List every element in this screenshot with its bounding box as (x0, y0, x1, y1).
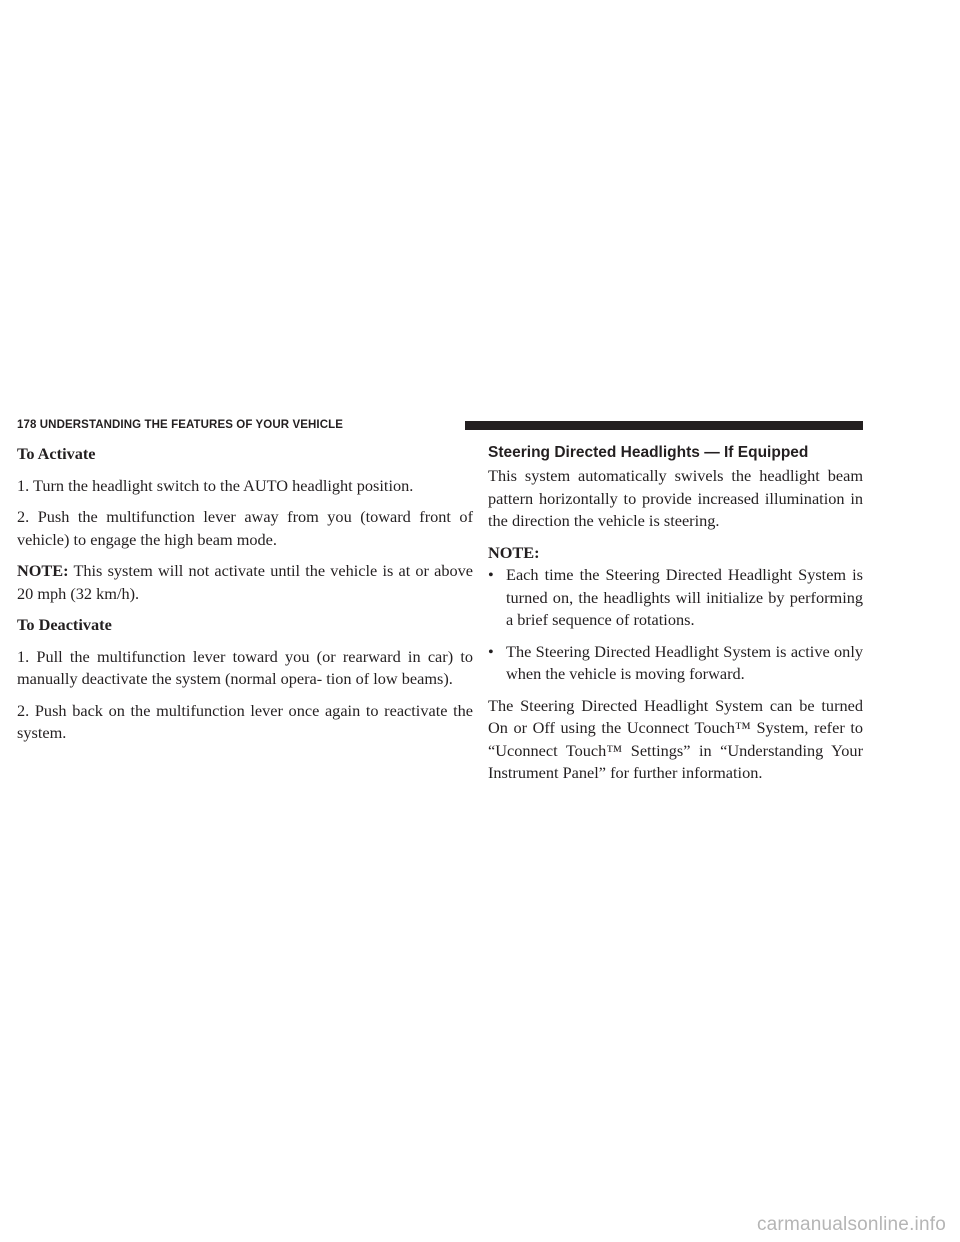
bullet-icon: • (488, 641, 494, 661)
deactivate-step-1: 1. Pull the multifunction lever toward you (or rearward in car) to manually deactivate the system (normal opera- tion of low beams). (17, 646, 473, 688)
watermark: carmanualsonline.info (756, 1214, 946, 1235)
section-title: Steering Directed Headlights — If Equipped (488, 444, 809, 461)
list-item: • Each time the Steering Directed Headlight System is turned on, the headlights will initialize by performing a brief sequence of rotations. (488, 565, 863, 629)
header-rule (465, 421, 863, 430)
activate-note (17, 560, 473, 605)
activate-step-2: 2. Push the multifunction lever away from you (toward front of vehicle) to engage the high beam mode. (17, 507, 473, 549)
note-text: This system will not activate until the vehicle is at or above 20 mph (32 km/h). (17, 561, 473, 603)
note-label: NOTE: (488, 542, 540, 562)
note-label: NOTE: (17, 561, 69, 580)
activate-step-1: 1. Turn the headlight switch to the AUTO headlight position. (17, 475, 414, 495)
closing-paragraph: The Steering Directed Headlight System can be turned On or Off using the Uconnect Touch™ System, refer to “Uconnect Touch™ Settings” in “Understanding Your Instrument Panel” for further information. (488, 695, 863, 782)
to-deactivate-heading: To Deactivate (17, 615, 112, 634)
list-item: • The Steering Directed Headlight System is active only when the vehicle is moving forward. (488, 641, 863, 683)
section-intro: This system automatically swivels the headlight beam pattern horizontally to provide increased illumination in the direction the vehicle is steering. (488, 466, 863, 530)
right-column (488, 443, 863, 794)
note-bullet-list (488, 564, 863, 686)
page-number-and-title: 178 UNDERSTANDING THE FEATURES OF YOUR VEHICLE (17, 418, 347, 432)
bullet-icon: • (488, 565, 494, 584)
to-activate-heading: To Activate (17, 444, 96, 463)
deactivate-step-2: 2. Push back on the multifunction lever once again to reactivate the system. (17, 700, 473, 742)
page-header (17, 418, 863, 432)
left-column (17, 443, 473, 754)
